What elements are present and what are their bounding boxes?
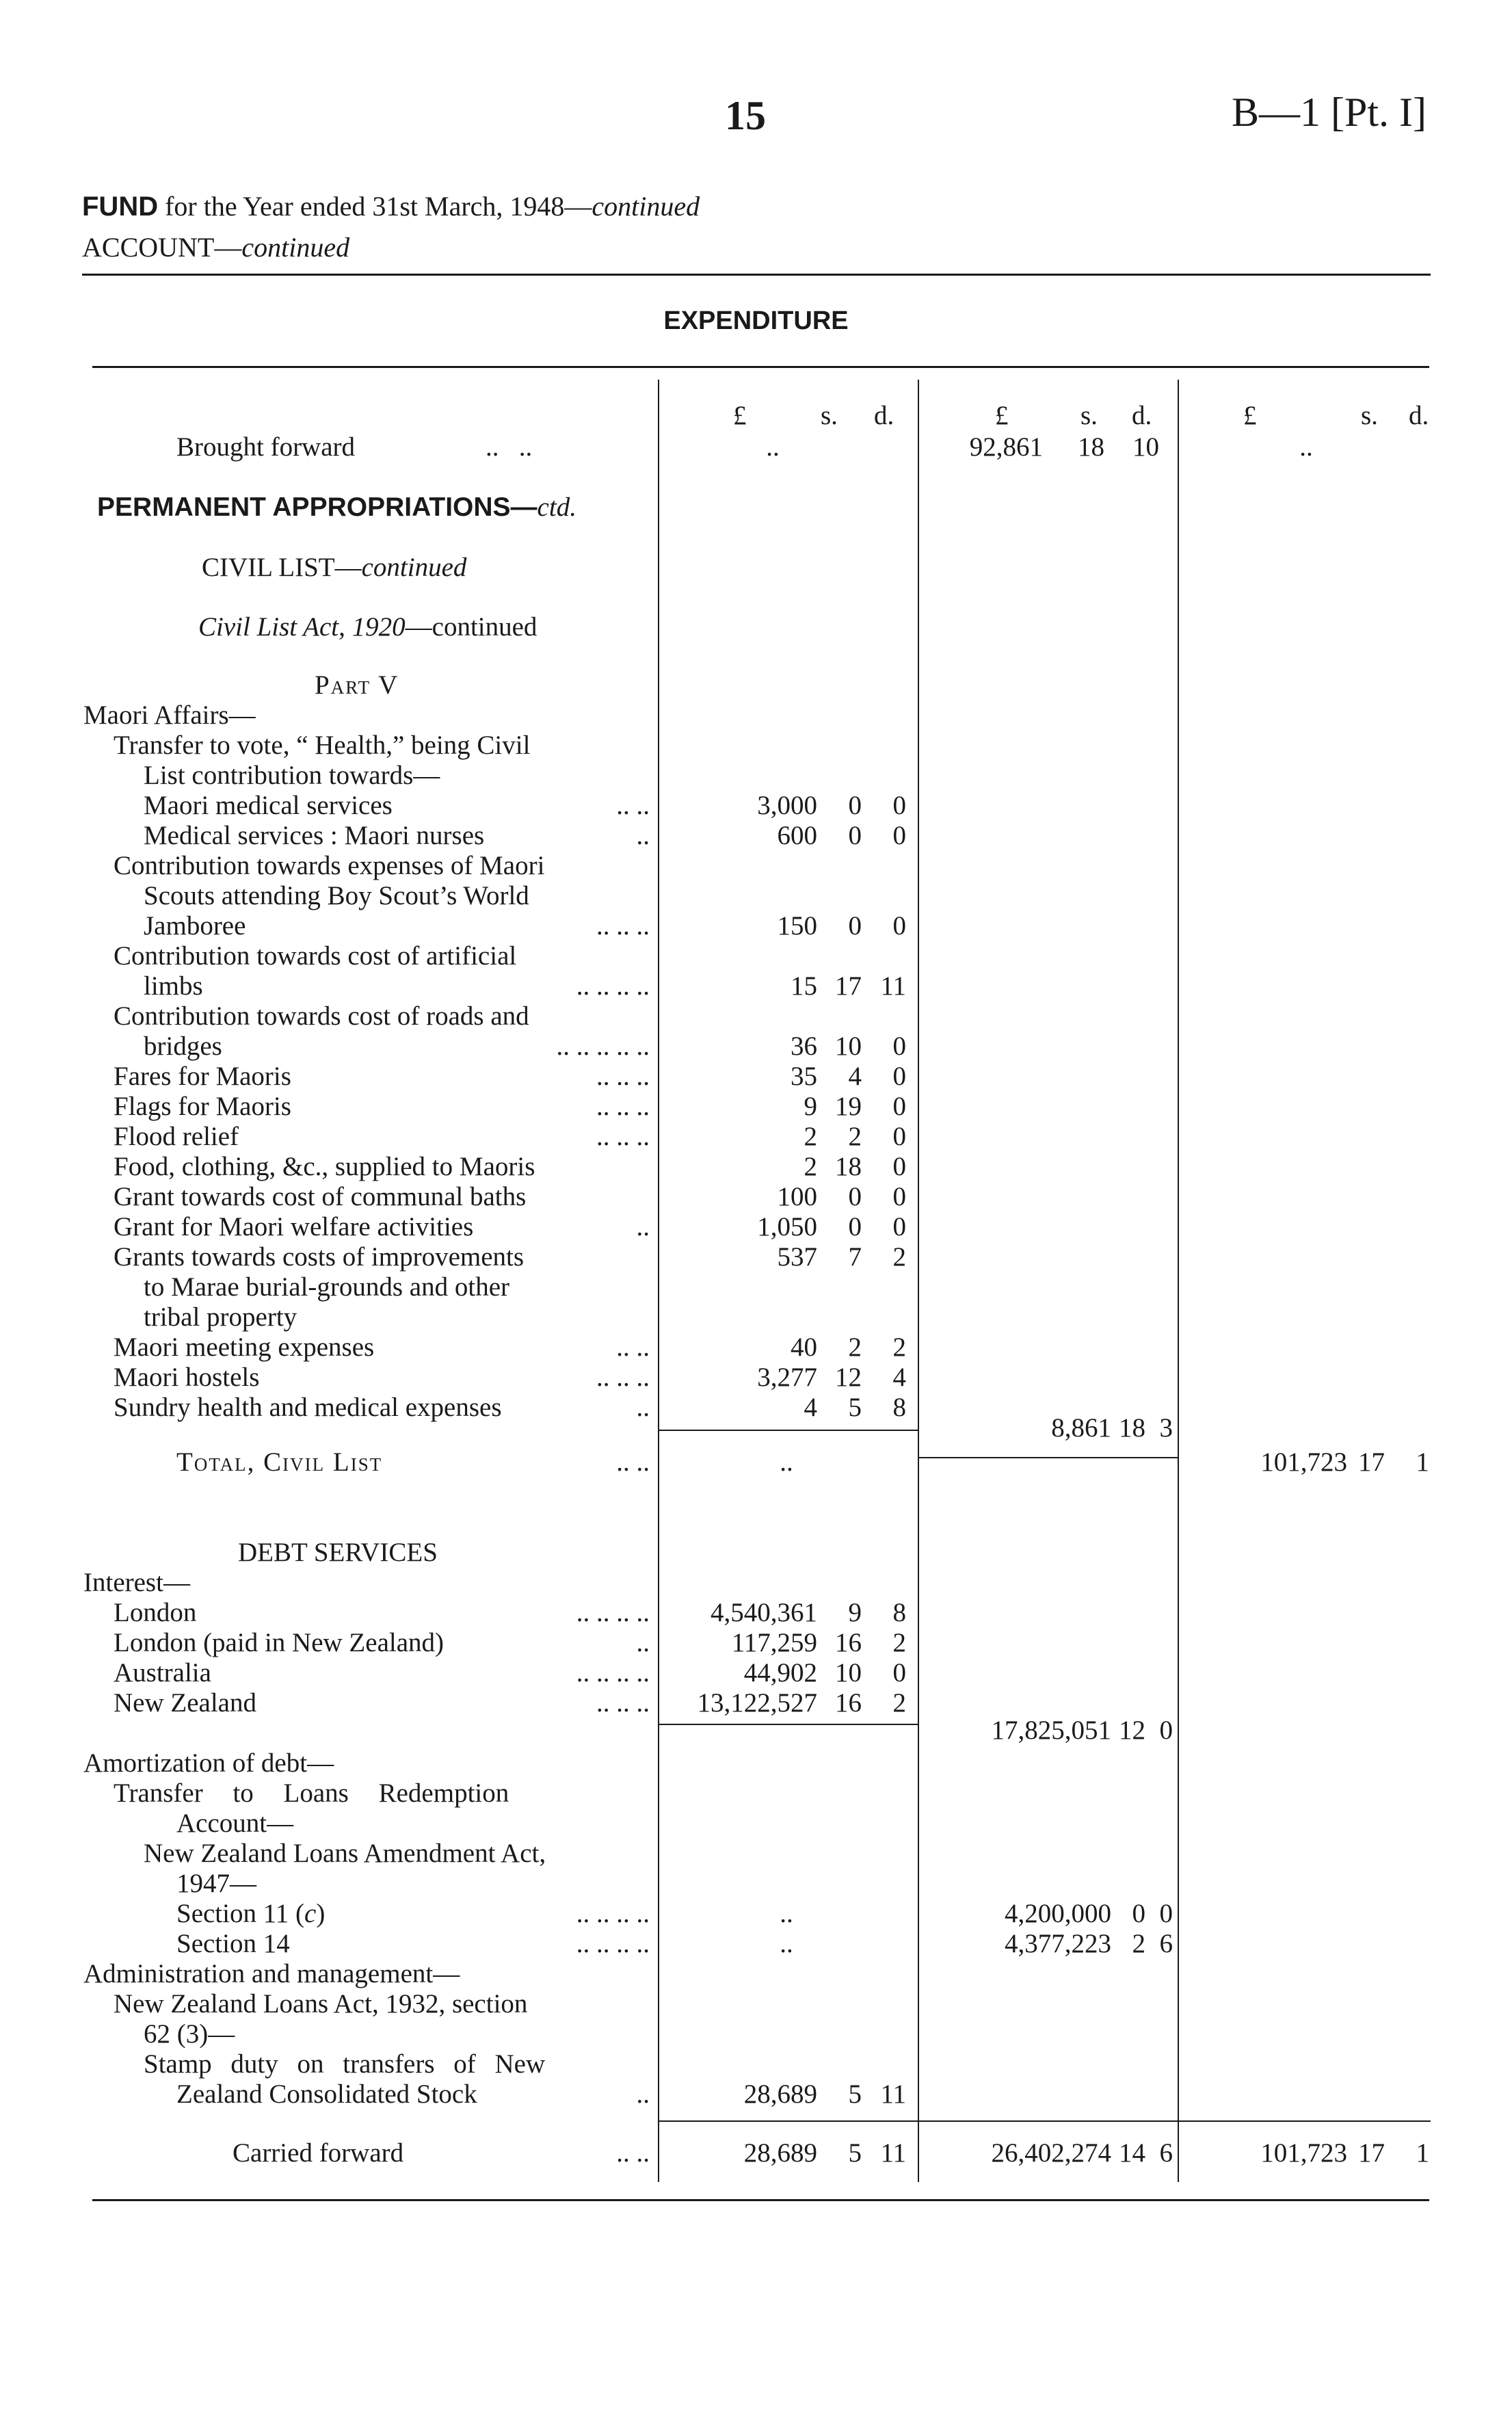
c1-pence: 8 — [892, 1598, 906, 1627]
row-label: tribal property — [144, 1302, 297, 1332]
c1-pounds: 3,277 — [757, 1363, 817, 1392]
permanent-appropriations-ctd: ctd. — [537, 492, 576, 522]
table-row — [0, 1688, 1512, 1718]
transfer-text-2: List contribution towards— — [144, 761, 440, 790]
c1-shillings: 16 — [835, 1688, 862, 1718]
c2-shillings: 2 — [1132, 1929, 1145, 1958]
c1-pounds: 28,689 — [743, 2079, 817, 2109]
c1-pounds: 2 — [804, 1152, 817, 1181]
column-headers — [0, 401, 1512, 431]
table-row — [0, 911, 1512, 941]
c2-pounds-header: £ — [995, 401, 1009, 430]
leader-dots: .. .. — [616, 2138, 650, 2168]
c1-pence: 0 — [892, 791, 906, 820]
c1-value: .. — [780, 1929, 793, 1958]
c1-shillings: 5 — [848, 2079, 862, 2109]
row-label: Grant towards cost of communal baths — [114, 1182, 527, 1211]
admin-label: Administration and management— — [83, 1959, 460, 1988]
account-subtitle — [82, 231, 349, 263]
total-civil-list-row — [0, 1447, 1512, 1477]
table-row — [0, 1658, 1512, 1688]
interest-label: Interest— — [83, 1568, 190, 1597]
row-label: Food, clothing, &c., supplied to Maoris — [114, 1152, 535, 1181]
c1-value: .. — [780, 1447, 793, 1477]
leader-dots: .. .. .. .. — [576, 1598, 650, 1627]
c3-pounds: 101,723 — [1260, 1447, 1347, 1477]
carried-forward-row — [0, 2138, 1512, 2168]
c1-shillings: 17 — [835, 971, 862, 1001]
row-label: 1947— — [176, 1869, 256, 1898]
c1-pence: 11 — [880, 2079, 906, 2109]
expenditure-heading: EXPENDITURE — [663, 306, 849, 335]
c2-shillings-header: s. — [1080, 401, 1098, 430]
row-label — [176, 1899, 325, 1929]
row-label: Maori hostels — [114, 1363, 260, 1392]
row-label: Medical services : Maori nurses — [144, 821, 485, 850]
table-row — [0, 1899, 1512, 1929]
c1-pounds: 100 — [777, 1182, 817, 1211]
part-v-heading — [0, 670, 1512, 700]
c1-pence: 0 — [892, 821, 906, 850]
amortization-heading — [0, 1748, 1512, 1778]
header-rule — [82, 274, 1431, 276]
civil-list-act-label: Civil List Act, 1920 — [198, 612, 406, 642]
c1-pence: 0 — [892, 1122, 906, 1151]
c1-value: .. — [766, 432, 780, 462]
c1-pence: 2 — [892, 1332, 906, 1362]
row-label: 62 (3)— — [144, 2019, 235, 2049]
c1-pounds: 36 — [791, 1031, 817, 1061]
leader-dots: .. .. .. — [596, 1363, 650, 1392]
c1-pence: 11 — [880, 2138, 906, 2168]
c1-pounds: 117,259 — [731, 1628, 817, 1657]
row-label: Contribution towards cost of roads and — [114, 1001, 529, 1031]
table-row — [0, 821, 1512, 851]
c1-shillings: 16 — [835, 1628, 862, 1657]
c1-pounds: 35 — [791, 1062, 817, 1091]
c1-pence: 2 — [892, 1688, 906, 1718]
c1-pounds: 2 — [804, 1122, 817, 1151]
page-number: 15 — [725, 93, 766, 138]
transfer-text-line-1 — [0, 731, 1512, 761]
c1-pounds: 40 — [791, 1332, 817, 1362]
row-label: Australia — [114, 1658, 211, 1687]
c1-shillings: 10 — [835, 1658, 862, 1687]
c2-pounds: 17,825,051 — [991, 1716, 1111, 1745]
leader-dots: .. — [636, 1393, 650, 1422]
fund-subtitle-text: for the Year ended 31st March, 1948— — [158, 191, 592, 222]
c2-pence: 6 — [1159, 1929, 1173, 1958]
brought-forward-row — [0, 432, 1512, 462]
amortization-label: Amortization of debt— — [83, 1748, 334, 1778]
civil-list-act-continued: —continued — [405, 612, 538, 642]
text-line — [0, 2049, 1512, 2079]
maori-affairs-heading — [0, 700, 1512, 731]
c1-pounds: 150 — [777, 911, 817, 941]
c1-pounds: 4,540,361 — [711, 1598, 817, 1627]
leader-dots: .. .. .. — [596, 1092, 650, 1121]
c1-shillings: 0 — [848, 791, 862, 820]
carried-forward-rule — [658, 2120, 1431, 2122]
c1-pence: 2 — [892, 1242, 906, 1272]
leader-dots: .. .. — [486, 432, 533, 462]
table-row — [0, 2079, 1512, 2110]
c2-pounds: 4,200,000 — [1005, 1899, 1111, 1928]
row-label: Section 14 — [176, 1929, 290, 1958]
c1-pounds: 537 — [777, 1242, 817, 1272]
fund-subtitle-bold: FUND — [82, 192, 159, 222]
c1-value: .. — [780, 1899, 793, 1928]
c3-shillings: 17 — [1358, 1447, 1385, 1477]
c1-shillings: 10 — [835, 1031, 862, 1061]
permanent-appropriations-label: PERMANENT APPROPRIATIONS— — [97, 492, 538, 522]
c1-pounds: 3,000 — [757, 791, 817, 820]
table-row — [0, 1242, 1512, 1272]
row-label: Grants towards costs of improvements — [114, 1242, 525, 1272]
text-line — [0, 1778, 1512, 1809]
debt-services-heading — [0, 1538, 1512, 1568]
c3-pence: 1 — [1416, 2138, 1429, 2168]
row-label: Zealand Consolidated Stock — [176, 2079, 477, 2109]
leader-dots: .. — [636, 821, 650, 850]
text-line — [0, 2019, 1512, 2049]
leader-dots: .. .. — [616, 1332, 650, 1362]
c1-pounds: 9 — [804, 1092, 817, 1121]
c2-pence: 3 — [1159, 1413, 1173, 1443]
c1-pounds: 600 — [777, 821, 817, 850]
row-label: Scouts attending Boy Scout’s World — [144, 881, 529, 910]
text-line — [0, 941, 1512, 971]
civil-list-label: CIVIL LIST— — [202, 553, 362, 582]
text-line — [0, 1869, 1512, 1899]
brought-forward-label: Brought forward — [176, 432, 356, 462]
leader-dots: .. .. .. — [596, 911, 650, 941]
c3-shillings: 17 — [1358, 2138, 1385, 2168]
c2-shillings: 18 — [1119, 1413, 1145, 1443]
c2-shillings: 12 — [1119, 1716, 1145, 1745]
account-subtitle-text: ACCOUNT— — [82, 232, 242, 263]
c2-pounds: 8,861 — [1051, 1413, 1111, 1443]
text-line — [0, 1809, 1512, 1839]
table-row — [0, 1182, 1512, 1212]
c1-pounds: 13,122,527 — [697, 1688, 817, 1718]
c1-shillings: 0 — [848, 911, 862, 941]
c2-pence-header: d. — [1132, 401, 1152, 430]
c3-pence-header: d. — [1409, 401, 1429, 430]
table-top-rule — [92, 366, 1429, 368]
c1-pence: 0 — [892, 1031, 906, 1061]
row-label: Maori meeting expenses — [114, 1332, 375, 1362]
row-label: New Zealand Loans Amendment Act, — [144, 1839, 546, 1868]
table-row — [0, 1031, 1512, 1062]
row-label: bridges — [144, 1031, 222, 1061]
text-line — [0, 1839, 1512, 1869]
c1-pence: 4 — [892, 1363, 906, 1392]
table-row — [0, 1598, 1512, 1628]
row-label: Stamp duty on transfers of New — [144, 2049, 546, 2079]
leader-dots: .. .. .. .. — [576, 1899, 650, 1928]
c2-pence: 6 — [1159, 2138, 1173, 2168]
leader-dots: .. — [636, 1212, 650, 1241]
row-label: Jamboree — [144, 911, 246, 941]
c2-shillings: 14 — [1119, 2138, 1145, 2168]
interest-subtotal-row — [0, 1716, 1512, 1746]
c1-shillings-header: s. — [821, 401, 838, 430]
c1-pounds: 15 — [791, 971, 817, 1001]
transfer-text-1: Transfer to vote, “ Health,” being Civil — [114, 731, 531, 760]
row-label: New Zealand Loans Act, 1932, section — [114, 1989, 528, 2019]
row-label: Grant for Maori welfare activities — [114, 1212, 474, 1241]
leader-dots: .. .. .. — [596, 1122, 650, 1151]
c1-pence: 0 — [892, 1092, 906, 1121]
table-row — [0, 1122, 1512, 1152]
civil-list-act-heading — [0, 612, 1512, 642]
table-row — [0, 1363, 1512, 1393]
leader-dots: .. .. .. .. — [576, 971, 650, 1001]
debt-services-label: DEBT SERVICES — [238, 1538, 438, 1567]
c1-shillings: 18 — [835, 1152, 862, 1181]
c1-shillings: 5 — [848, 2138, 862, 2168]
account-subtitle-continued: continued — [241, 232, 350, 263]
c2-shillings: 18 — [1078, 432, 1104, 462]
leader-dots: .. .. .. — [596, 1688, 650, 1718]
admin-heading — [0, 1959, 1512, 1989]
carried-forward-label: Carried forward — [233, 2138, 404, 2168]
c1-pence: 2 — [892, 1628, 906, 1657]
civil-list-continued: continued — [361, 553, 467, 582]
row-label: Flags for Maoris — [114, 1092, 291, 1121]
c1-shillings: 5 — [848, 1393, 862, 1422]
section-label-post: ) — [316, 1899, 326, 1928]
c1-shillings: 2 — [848, 1332, 862, 1362]
table-row — [0, 1929, 1512, 1959]
c1-pence-header: d. — [874, 401, 894, 430]
fund-subtitle — [82, 190, 700, 222]
table-row — [0, 1212, 1512, 1242]
row-label: Account— — [176, 1809, 294, 1838]
permanent-appropriations-heading — [0, 492, 1512, 523]
interest-heading — [0, 1568, 1512, 1598]
c1-shillings: 0 — [848, 821, 862, 850]
c1-pounds: 44,902 — [743, 1658, 817, 1687]
row-label: Sundry health and medical expenses — [114, 1393, 502, 1422]
c2-pounds: 4,377,223 — [1005, 1929, 1111, 1958]
c1-shillings: 7 — [848, 1242, 862, 1272]
c1-pence: 0 — [892, 1062, 906, 1091]
c2-pounds: 26,402,274 — [991, 2138, 1111, 2168]
c1-shillings: 19 — [835, 1092, 862, 1121]
text-line — [0, 1302, 1512, 1332]
row-label: Flood relief — [114, 1122, 239, 1151]
leader-dots: .. .. .. .. — [576, 1658, 650, 1687]
leader-dots: .. .. .. .. .. — [556, 1031, 650, 1061]
leader-dots: .. .. — [616, 791, 650, 820]
row-label: London (paid in New Zealand) — [114, 1628, 445, 1657]
c1-pence: 0 — [892, 911, 906, 941]
c3-pounds: 101,723 — [1260, 2138, 1347, 2168]
leader-dots: .. .. .. .. — [576, 1929, 650, 1958]
leader-dots: .. .. — [616, 1447, 650, 1477]
maori-affairs-subtotal-row — [0, 1413, 1512, 1443]
total-civil-list-label: Total, Civil List — [176, 1447, 383, 1477]
c1-pounds: 4 — [804, 1393, 817, 1422]
c1-shillings: 9 — [848, 1598, 862, 1627]
table-row — [0, 1062, 1512, 1092]
civil-list-heading — [0, 553, 1512, 583]
c1-pounds: 1,050 — [757, 1212, 817, 1241]
row-label: Contribution towards expenses of Maori — [114, 851, 545, 880]
c1-pence: 8 — [892, 1393, 906, 1422]
row-label: Maori medical services — [144, 791, 393, 820]
leader-dots: .. — [636, 2079, 650, 2109]
row-label: Contribution towards cost of artificial — [114, 941, 517, 971]
row-label: New Zealand — [114, 1688, 256, 1718]
text-line — [0, 851, 1512, 881]
table-row — [0, 1332, 1512, 1363]
c1-pence: 11 — [880, 971, 906, 1001]
section-label-pre: Section 11 ( — [176, 1899, 305, 1928]
c3-pence: 1 — [1416, 1447, 1429, 1477]
row-label: Fares for Maoris — [114, 1062, 291, 1091]
table-row — [0, 971, 1512, 1001]
table-row — [0, 1152, 1512, 1182]
c1-shillings: 12 — [835, 1363, 862, 1392]
c2-pounds: 92,861 — [969, 432, 1043, 462]
table-row — [0, 791, 1512, 821]
c3-shillings-header: s. — [1361, 401, 1378, 430]
leader-dots: .. — [636, 1628, 650, 1657]
row-label: London — [114, 1598, 197, 1627]
transfer-text-line-2 — [0, 761, 1512, 791]
table-row — [0, 1628, 1512, 1658]
document-reference: B—1 [Pt. I] — [1232, 90, 1427, 135]
maori-affairs-label: Maori Affairs— — [83, 700, 256, 730]
text-line — [0, 1272, 1512, 1302]
c1-pounds-header: £ — [733, 401, 747, 430]
text-line — [0, 1001, 1512, 1031]
c2-pence: 10 — [1132, 432, 1159, 462]
c1-shillings: 0 — [848, 1182, 862, 1211]
section-label-letter: c — [304, 1899, 317, 1928]
c1-pence: 0 — [892, 1152, 906, 1181]
c1-pence: 0 — [892, 1658, 906, 1687]
row-label: to Marae burial-grounds and other — [144, 1272, 509, 1302]
text-line — [0, 1989, 1512, 2019]
part-v-label: Part V — [315, 670, 399, 700]
c3-value: .. — [1299, 432, 1313, 462]
row-label: limbs — [144, 971, 203, 1001]
c2-shillings: 0 — [1132, 1899, 1145, 1928]
c2-pence: 0 — [1159, 1716, 1173, 1745]
c1-pence: 0 — [892, 1212, 906, 1241]
table-row — [0, 1092, 1512, 1122]
row-label: Transfer to Loans Redemption — [114, 1778, 509, 1808]
c1-shillings: 0 — [848, 1212, 862, 1241]
table-bottom-rule — [92, 2199, 1429, 2201]
text-line — [0, 881, 1512, 911]
c1-shillings: 4 — [848, 1062, 862, 1091]
leader-dots: .. .. .. — [596, 1062, 650, 1091]
c1-shillings: 2 — [848, 1122, 862, 1151]
fund-subtitle-continued: continued — [592, 191, 700, 222]
c3-pounds-header: £ — [1243, 401, 1257, 430]
c1-pounds: 28,689 — [743, 2138, 817, 2168]
c2-pence: 0 — [1159, 1899, 1173, 1928]
c1-pence: 0 — [892, 1182, 906, 1211]
